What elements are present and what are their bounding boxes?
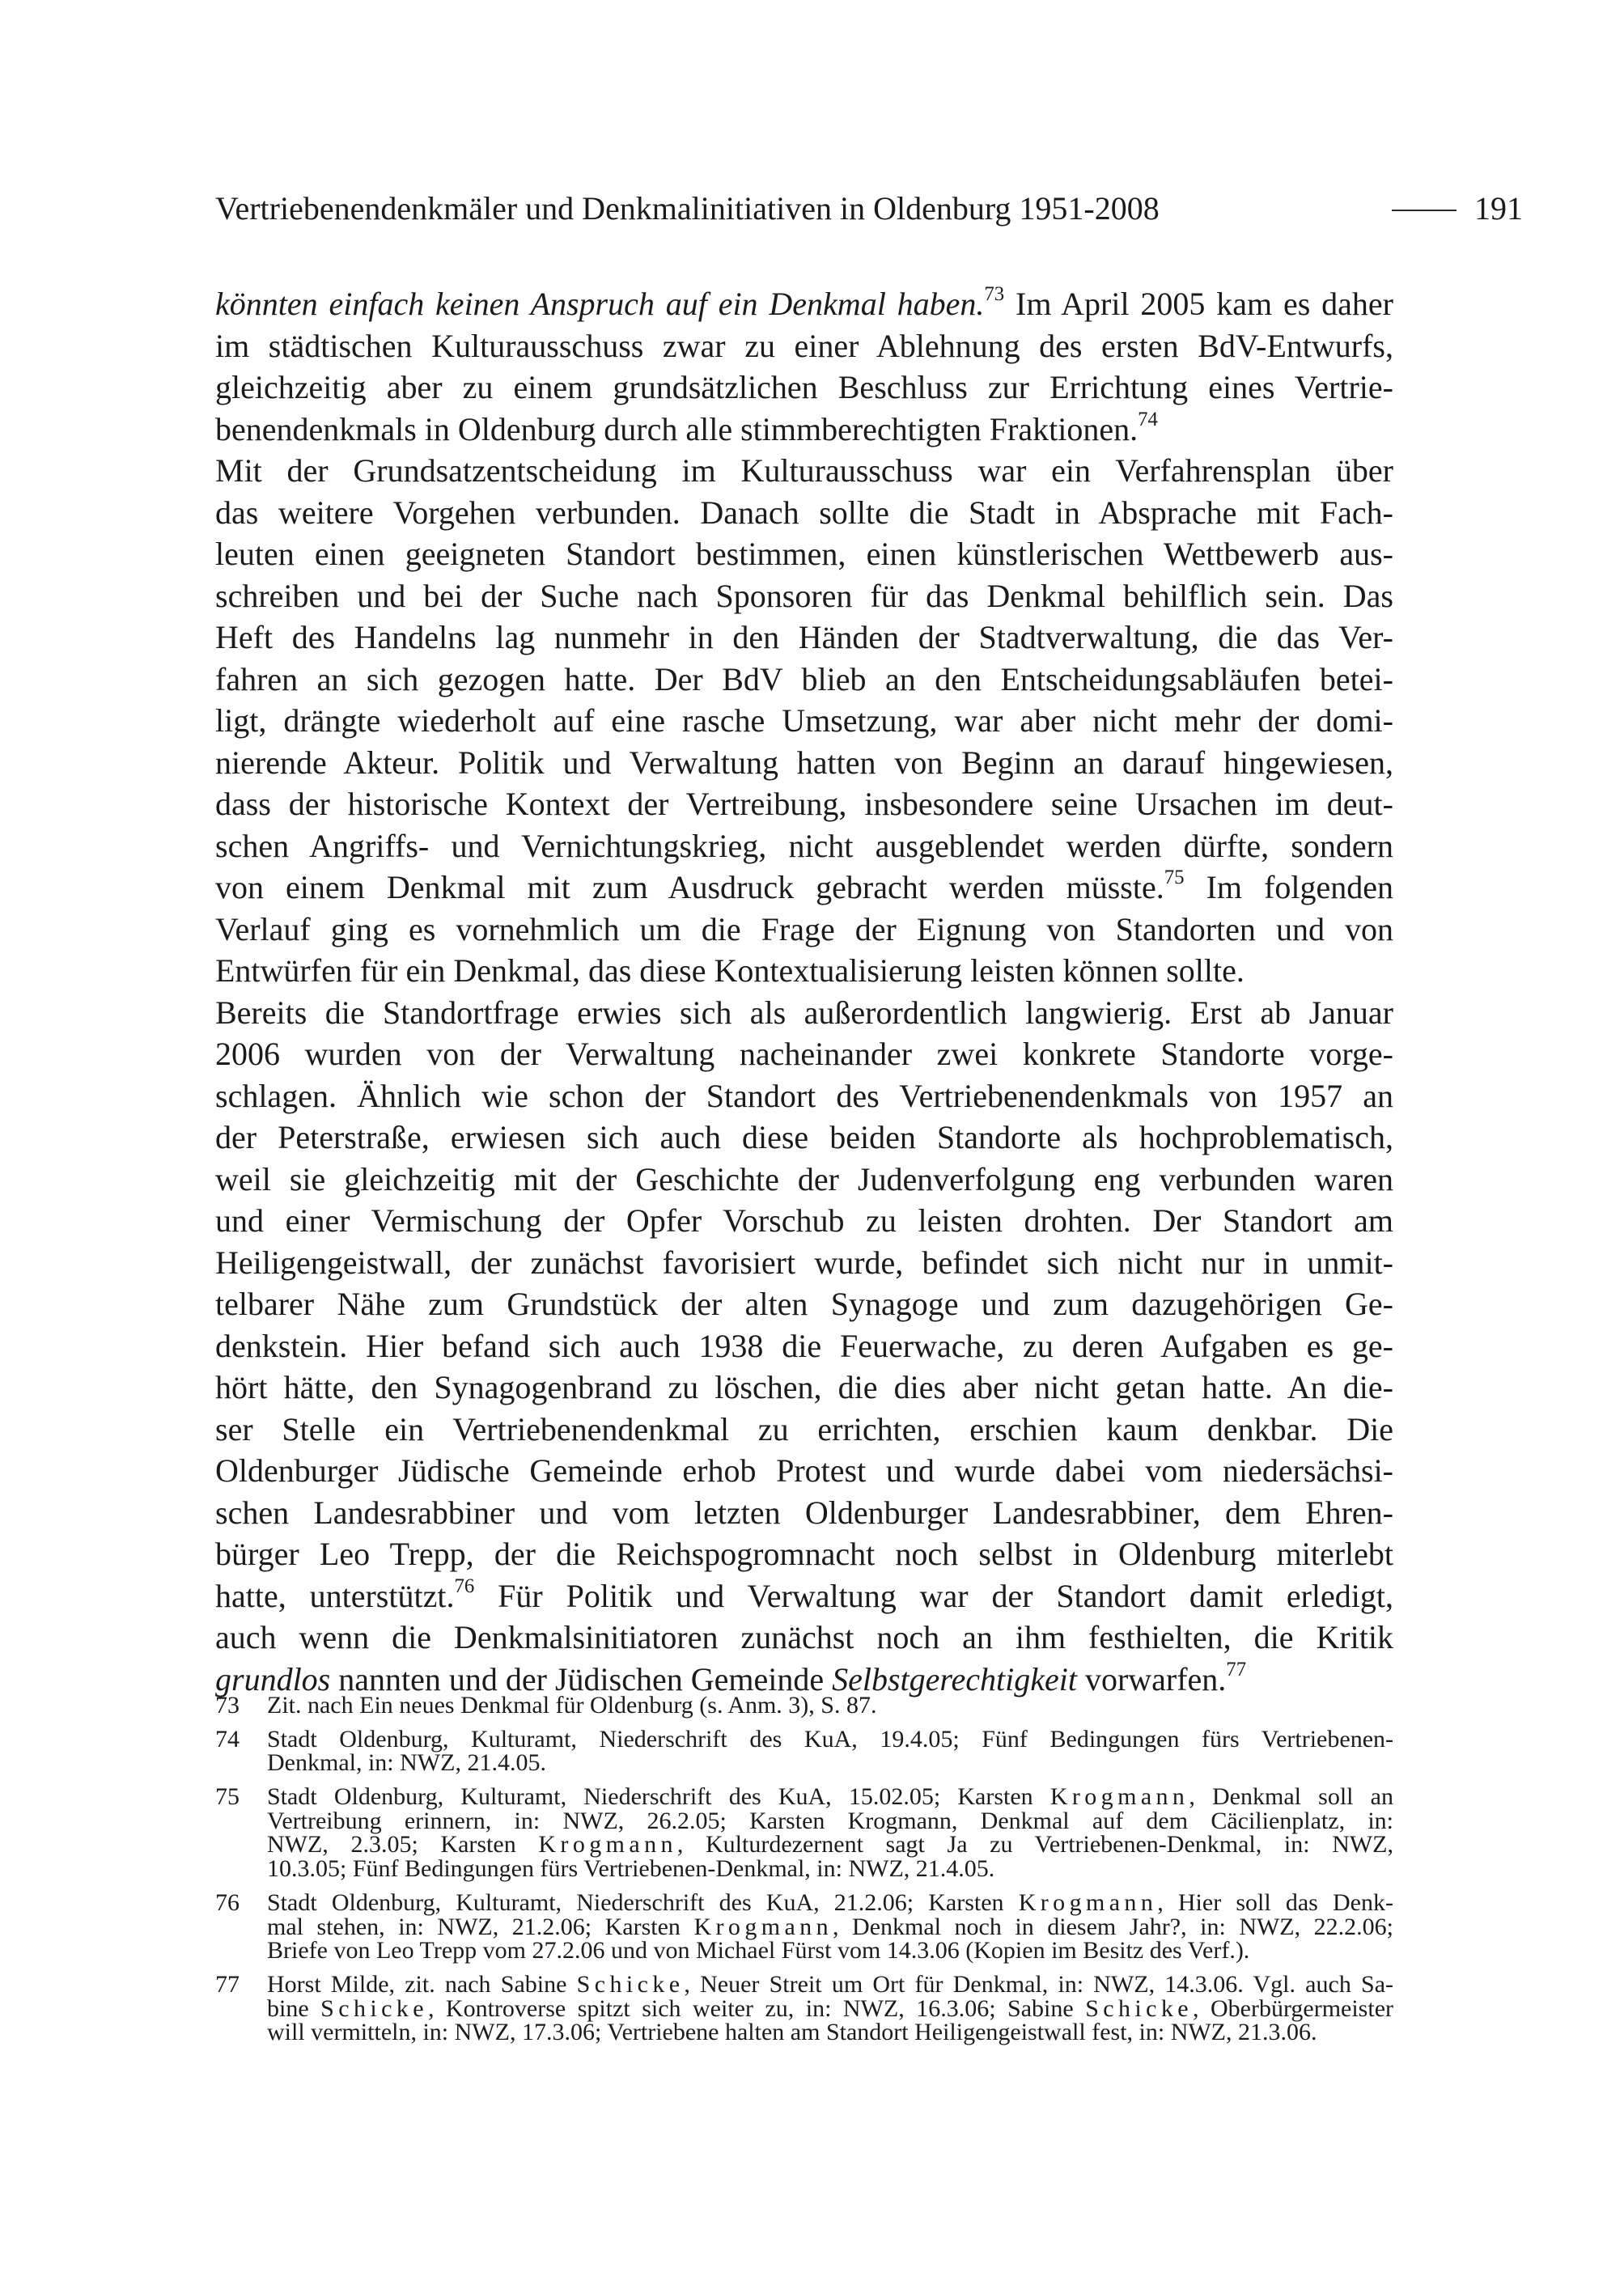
body-line: und einer Vermischung der Opfer Vorschub zu leisten drohten. Der Standort am xyxy=(215,1202,1393,1239)
footnote-number: 74 xyxy=(215,1725,240,1753)
footnote-75 xyxy=(215,1785,1393,1881)
footnotes-section xyxy=(215,1693,1393,2054)
footnote-number: 75 xyxy=(215,1783,240,1811)
body-line: denkstein. Hier befand sich auch 1938 die Feuerwache, zu deren Aufgaben es ge- xyxy=(215,1327,1393,1364)
footnote-ref-76[interactable]: 76 xyxy=(454,1575,475,1597)
footnote-77 xyxy=(215,1970,1394,2046)
body-line: bürger Leo Trepp, der die Reichspogromnacht noch selbst in Oldenburg miterlebt xyxy=(215,1536,1393,1572)
footnote-number: 77 xyxy=(215,1970,240,1998)
author-name: Krogmann xyxy=(538,1831,677,1859)
footnote-number: 76 xyxy=(215,1888,240,1916)
running-header-title: Vertriebenendenkmäler und Denkmalinitiativen in Oldenburg 1951-2008 xyxy=(215,190,1160,227)
footnote-line: 10.3.05; Fünf Bedingungen fürs Vertriebenen-Denkmal, in: NWZ, 21.4.05. xyxy=(267,1855,995,1883)
footnote-ref-77[interactable]: 77 xyxy=(1226,1658,1247,1681)
body-line: Entwürfen für ein Denkmal, das diese Kontextualisierung leisten können sollte. xyxy=(215,952,1245,989)
author-name: Krogmann xyxy=(1018,1888,1158,1916)
author-name: Schicke xyxy=(320,1994,428,2022)
author-name: Schicke xyxy=(576,1970,685,1998)
body-line: benendenkmals in Oldenburg durch alle stimmberechtigten Fraktionen.$^{74}$ xyxy=(215,408,1158,447)
footnote-ref-73[interactable]: 73 xyxy=(984,283,1005,306)
body-line: gleichzeitig aber zu einem grundsätzlichen Beschluss zur Errichtung eines Vertrie- xyxy=(215,369,1393,405)
body-line: schlagen. Ähnlich wie schon der Standort des Vertriebenendenkmals von 1957 an xyxy=(215,1077,1393,1114)
footnote-line: mal stehen, in: NWZ, 21.2.06; Karsten Krogmann, Denkmal noch in diesem Jahr?, in: NWZ, 22.2.06; xyxy=(267,1913,1393,1940)
body-line: ligt, drängte wiederholt auf eine rasche Umsetzung, war aber nicht mehr der domi- xyxy=(215,702,1393,739)
body-line: leuten einen geeigneten Standort bestimmen, einen künstlerischen Wettbewerb aus- xyxy=(215,536,1393,572)
footnote-line: Zit. nach Ein neues Denkmal für Oldenburg (s. Anm. 3), S. 87. xyxy=(267,1692,877,1719)
body-line: Heiligengeistwall, der zunächst favorisiert wurde, befindet sich nicht nur in unmit- xyxy=(215,1244,1393,1281)
body-line: hatte, unterstützt.$^{76}$ Für Politik und Verwaltung war der Standort damit erledigt, xyxy=(215,1575,1393,1614)
page-number: 191 xyxy=(1474,190,1523,227)
body-line: grundlos nannten und der Jüdischen Gemeinde Selbstgerechtigkeit vorwarfen.$^{77}$ xyxy=(215,1658,1247,1697)
author-name: Krogmann xyxy=(693,1913,833,1940)
body-line: ser Stelle ein Vertriebenendenkmal zu errichten, erschien kaum denkbar. Die xyxy=(215,1410,1393,1447)
body-line: Bereits die Standortfrage erwies sich als außerordentlich langwierig. Erst ab Januar xyxy=(215,994,1393,1031)
footnote-76 xyxy=(215,1888,1393,1965)
footnote-line: NWZ, 2.3.05; Karsten Krogmann, Kulturdezernent sagt Ja zu Vertriebenen-Denkmal, in: NWZ, xyxy=(267,1831,1394,1859)
body-line: schreiben und bei der Suche nach Sponsoren für das Denkmal behilflich sein. Das xyxy=(215,577,1393,614)
body-line: schen Landesrabbiner und vom letzten Oldenburger Landesrabbiner, dem Ehren- xyxy=(215,1494,1393,1531)
author-name: Krogmann xyxy=(1049,1783,1189,1811)
body-line: dass der historische Kontext der Vertreibung, insbesondere seine Ursachen im deut- xyxy=(215,786,1393,822)
header-dash-rule xyxy=(1392,210,1457,211)
italic-quote: könnten einfach keinen Anspruch auf ein Denkmal haben. xyxy=(215,286,985,322)
footnote-line: Briefe von Leo Trepp vom 27.2.06 und von Michael Fürst vom 14.3.06 (Kopien im Besitz des Verf.). xyxy=(267,1937,1250,1965)
footnote-73 xyxy=(215,1693,1393,1718)
footnote-line: Denkmal, in: NWZ, 21.4.05. xyxy=(267,1749,546,1777)
body-line: Oldenburger Jüdische Gemeinde erhob Protest und wurde dabei vom niedersächsi- xyxy=(215,1452,1393,1489)
author-name: Schicke xyxy=(1085,1994,1193,2022)
body-line: weil sie gleichzeitig mit der Geschichte der Judenverfolgung eng verbunden waren xyxy=(215,1160,1393,1197)
body-line: auch wenn die Denkmalsinitiatoren zunächst noch an ihm festhielten, die Kritik xyxy=(215,1619,1393,1655)
body-line: hört hätte, den Synagogenbrand zu löschen, die dies aber nicht getan hatte. An die- xyxy=(215,1369,1393,1405)
footnote-line: Horst Milde, zit. nach Sabine Schicke, Neuer Streit um Ort für Denkmal, in: NWZ, 14.3.06. Vgl. auch Sa- xyxy=(267,1970,1394,1998)
body-line: Verlauf ging es vornehmlich um die Frage der Eignung von Standorten und von xyxy=(215,910,1393,947)
body-line: telbarer Nähe zum Grundstück der alten Synagoge und zum dazugehörigen Ge- xyxy=(215,1286,1393,1322)
body-line: fahren an sich gezogen hatte. Der BdV blieb an den Entscheidungsabläufen betei- xyxy=(215,660,1393,697)
body-line: der Peterstraße, erwiesen sich auch diese beiden Standorte als hochproblematisch, xyxy=(215,1119,1393,1155)
footnote-number: 73 xyxy=(215,1692,240,1719)
body-line: das weitere Vorgehen verbunden. Danach sollte die Stadt in Absprache mit Fach- xyxy=(215,494,1393,531)
body-line: 2006 wurden von der Verwaltung nacheinander zwei konkrete Standorte vorge- xyxy=(215,1036,1393,1072)
italic-quote: Selbstgerechtigkeit xyxy=(832,1660,1077,1697)
footnote-ref-75[interactable]: 75 xyxy=(1164,867,1185,889)
body-line: im städtischen Kulturausschuss zwar zu einer Ablehnung des ersten BdV-Entwurfs, xyxy=(215,327,1393,364)
footnote-line: Stadt Oldenburg, Kulturamt, Niederschrift des KuA, 15.02.05; Karsten Krogmann, Denkmal soll an xyxy=(267,1783,1393,1811)
body-line: schen Angriffs- und Vernichtungskrieg, nicht ausgeblendet werden dürfte, sondern xyxy=(215,827,1393,864)
footnote-74 xyxy=(215,1727,1393,1775)
footnote-line: Stadt Oldenburg, Kulturamt, Niederschrift des KuA, 19.4.05; Fünf Bedingungen fürs Vertriebenen- xyxy=(267,1725,1393,1753)
body-line: Mit der Grundsatzentscheidung im Kulturausschuss war ein Verfahrensplan über xyxy=(215,452,1393,489)
body-line: könnten einfach keinen Anspruch auf ein Denkmal haben.$^{73}$ Im April 2005 kam es daher xyxy=(215,283,1393,322)
footnote-line: Vertreibung erinnern, in: NWZ, 26.2.05; Karsten Krogmann, Denkmal auf dem Cäcilienplatz, in: xyxy=(267,1807,1393,1834)
footnote-line: Stadt Oldenburg, Kulturamt, Niederschrift des KuA, 21.2.06; Karsten Krogmann, Hier soll das Denk- xyxy=(267,1888,1393,1916)
italic-quote: grundlos xyxy=(215,1660,331,1697)
body-line: von einem Denkmal mit zum Ausdruck gebracht werden müsste.$^{75}$ Im folgenden xyxy=(215,867,1394,905)
running-header xyxy=(215,184,1523,233)
body-line: Heft des Handelns lag nunmehr in den Händen der Stadtverwaltung, die das Ver- xyxy=(215,619,1393,655)
footnote-line: bine Schicke, Kontroverse spitzt sich weiter zu, in: NWZ, 16.3.06; Sabine Schicke, Oberbürgermeister xyxy=(267,1994,1394,2022)
main-paragraphs xyxy=(215,283,1393,1700)
body-line: nierende Akteur. Politik und Verwaltung hatten von Beginn an darauf hingewiesen, xyxy=(215,744,1393,781)
footnote-ref-74[interactable]: 74 xyxy=(1138,408,1158,430)
footnote-line: will vermitteln, in: NWZ, 17.3.06; Vertriebene halten am Standort Heiligengeistwall fest, in: NWZ, 21.3.06. xyxy=(267,2019,1317,2046)
